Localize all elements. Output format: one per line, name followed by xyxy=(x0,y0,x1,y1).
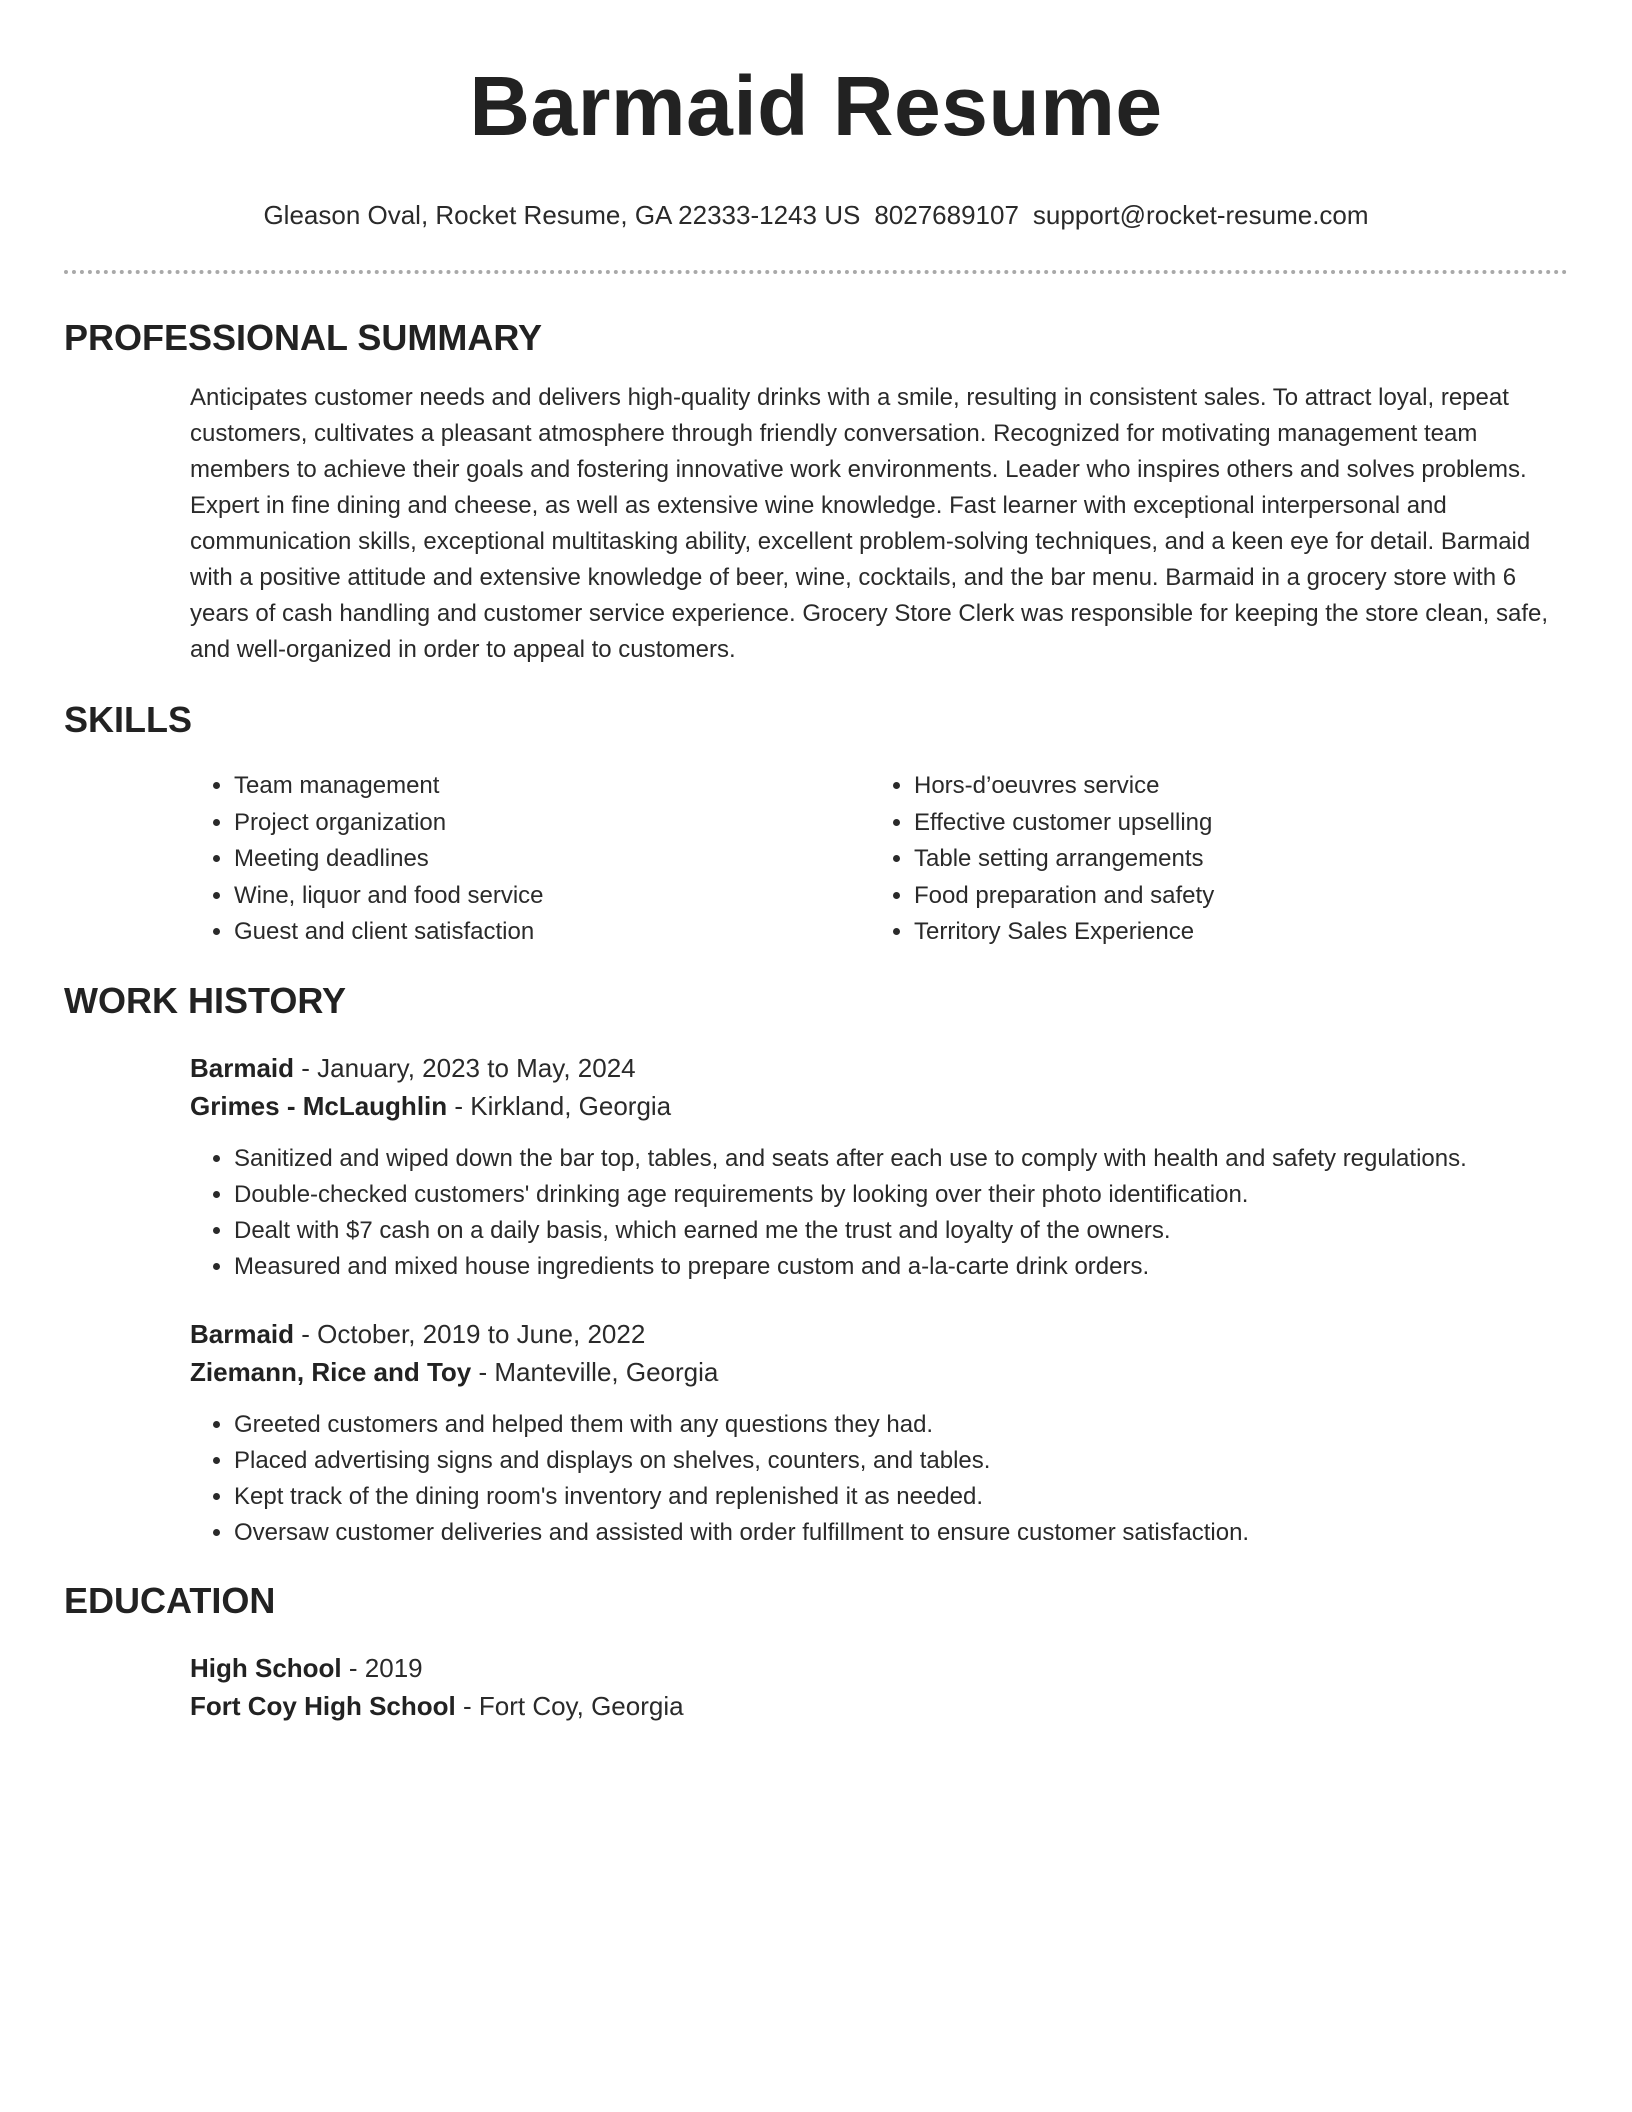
job-duties xyxy=(190,1407,1568,1551)
skill-item: • Effective customer upselling xyxy=(914,805,1560,842)
job-dates: - January, 2023 to May, 2024 xyxy=(294,1052,636,1083)
duty-item: • Sanitized and wiped down the bar top, tables, and seats after each use to comply with health and safety regulations. xyxy=(234,1141,1568,1177)
duty-item: • Placed advertising signs and displays on shelves, counters, and tables. xyxy=(234,1443,1568,1479)
resume-title: Barmaid Resume xyxy=(469,59,1163,153)
skill-item: • Territory Sales Experience xyxy=(914,914,1560,951)
job-company-line xyxy=(190,1087,1568,1125)
job-title-line xyxy=(190,1049,1568,1087)
summary-section xyxy=(64,316,1568,668)
job-title-line xyxy=(190,1315,1568,1353)
skills-grid xyxy=(190,768,1568,951)
skill-item: • Wine, liquor and food service xyxy=(234,878,870,915)
skill-item: • Table setting arrangements xyxy=(914,841,1560,878)
education-school-line xyxy=(190,1687,1568,1725)
duty-item: • Dealt with $7 cash on a daily basis, which earned me the trust and loyalty of the owners. xyxy=(234,1213,1568,1249)
contact-line xyxy=(64,198,1568,232)
job-entry xyxy=(190,1315,1568,1551)
education-location: - Fort Coy, Georgia xyxy=(455,1690,684,1721)
education-degree-line xyxy=(190,1649,1568,1687)
job-company-line xyxy=(190,1353,1568,1391)
job-dates: - October, 2019 to June, 2022 xyxy=(294,1318,646,1349)
job-location: - Kirkland, Georgia xyxy=(447,1090,672,1121)
education-year: - 2019 xyxy=(341,1652,423,1683)
skill-item: • Hors-d’oeuvres service xyxy=(914,768,1560,805)
skill-item: • Food preparation and safety xyxy=(914,878,1560,915)
skills-list-left xyxy=(190,768,870,951)
job-duties xyxy=(190,1141,1568,1285)
summary-text: Anticipates customer needs and delivers high-quality drinks with a smile, resulting in consistent sales. To attract loyal, repeat customers, cultivates a pleasant atmosphere through friendly conversation. Recognized for motivating management team members to achieve their goals and fostering innovative work environments. Leader who inspires others and solves problems. Expert in fine dining and cheese, as well as extensive wine knowledge. Fast learner with exceptional interpersonal and communication skills, exceptional multitasking ability, excellent problem-solving techniques, and a keen eye for detail. Barmaid with a positive attitude and extensive knowledge of beer, wine, cocktails, and the bar menu. Barmaid in a grocery store with 6 years of cash handling and customer service experience. Grocery Store Clerk was responsible for keeping the store clean, safe, and well-organized in order to appeal to customers. xyxy=(190,384,1549,663)
contact-email: support@rocket-resume.com xyxy=(1032,200,1369,230)
contact-phone: 8027689107 xyxy=(874,200,1019,230)
duty-item: • Greeted customers and helped them with any questions they had. xyxy=(234,1407,1568,1443)
summary-heading: PROFESSIONAL SUMMARY xyxy=(64,317,543,358)
skill-item: • Guest and client satisfaction xyxy=(234,914,870,951)
job-role: Barmaid xyxy=(190,1318,295,1349)
job-entry xyxy=(190,1049,1568,1285)
header-divider xyxy=(64,270,1568,274)
skill-item: • Project organization xyxy=(234,805,870,842)
job-location: - Manteville, Georgia xyxy=(471,1356,719,1387)
education-school: Fort Coy High School xyxy=(190,1690,456,1721)
duty-item: • Double-checked customers' drinking age requirements by looking over their photo identification. xyxy=(234,1177,1568,1213)
duty-item: • Kept track of the dining room's inventory and replenished it as needed. xyxy=(234,1479,1568,1515)
education-section xyxy=(64,1579,1568,1725)
duty-item: • Oversaw customer deliveries and assisted with order fulfillment to ensure customer satisfaction. xyxy=(234,1515,1568,1551)
skills-heading: SKILLS xyxy=(64,699,193,740)
skill-item: • Meeting deadlines xyxy=(234,841,870,878)
skills-section xyxy=(64,698,1568,951)
job-company: Ziemann, Rice and Toy xyxy=(190,1356,472,1387)
education-heading: EDUCATION xyxy=(64,1579,276,1621)
education-entry xyxy=(190,1649,1568,1725)
work-history-heading: WORK HISTORY xyxy=(64,979,347,1021)
work-history-section xyxy=(64,979,1568,1551)
contact-address: Gleason Oval, Rocket Resume, GA 22333-1243 US xyxy=(263,200,861,230)
education-degree: High School xyxy=(190,1652,342,1683)
job-company: Grimes - McLaughlin xyxy=(190,1090,448,1121)
skills-list-right xyxy=(870,768,1560,951)
skill-item: • Team management xyxy=(234,768,870,805)
job-role: Barmaid xyxy=(190,1052,295,1083)
duty-item: • Measured and mixed house ingredients to prepare custom and a-la-carte drink orders. xyxy=(234,1249,1568,1285)
